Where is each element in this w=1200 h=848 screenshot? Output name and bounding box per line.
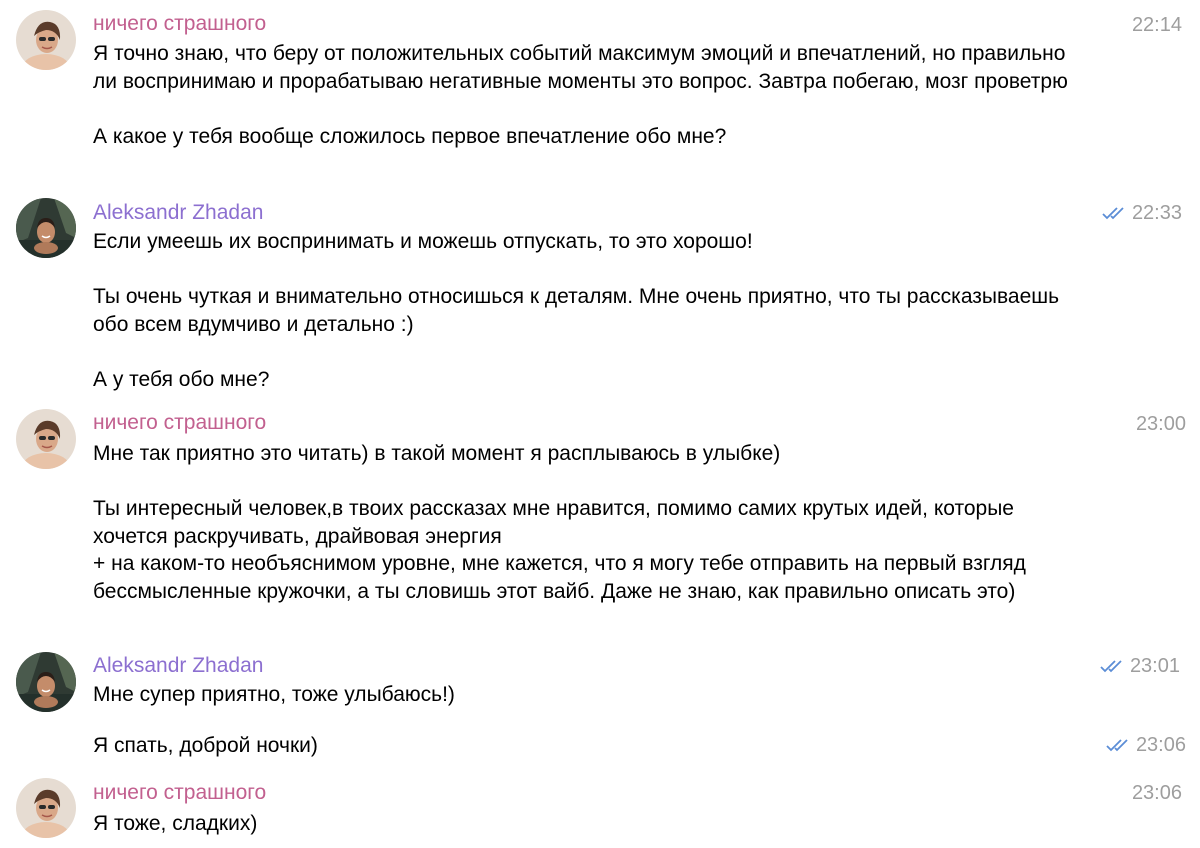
message-time (1106, 732, 1186, 758)
message-text: Я точно знаю, что беру от положительных событий максимум эмоций и впечатлений, но правильно ли воспринимаю и прорабатываю негативные моменты это вопрос. Завтра побегаю, мозг проветрю А какое у тебя вообще сложилось первое впечатление обо мне? (93, 42, 1068, 148)
message[interactable] (0, 765, 1200, 848)
message-text: Если умеешь их воспринимать и можешь отпускать, то это хорошо! Ты очень чуткая и внимательно относишься к деталям. Мне очень приятно, что ты рассказываешь обо всем вдумчиво и детально :) А у тебя обо мне? (93, 230, 1060, 391)
message-time-text: 23:01 (1129, 655, 1180, 677)
avatar-user2[interactable] (16, 198, 76, 258)
sender-name[interactable]: Aleksandr Zhadan (93, 654, 264, 677)
sender-name[interactable]: ничего страшного (93, 781, 267, 804)
double-check-icon (1106, 738, 1132, 752)
message-time (1102, 200, 1182, 226)
message-time (1136, 411, 1186, 437)
avatar-user1[interactable] (16, 409, 76, 469)
avatar-user1-image (16, 409, 76, 469)
message[interactable] (0, 0, 1200, 190)
sender-name[interactable]: Aleksandr Zhadan (93, 201, 264, 224)
sender-name[interactable]: ничего страшного (93, 12, 267, 35)
message[interactable] (0, 715, 1200, 765)
avatar-user1[interactable] (16, 10, 76, 70)
sender-name[interactable]: ничего страшного (93, 411, 267, 434)
message-time-text: 23:06 (1135, 734, 1186, 756)
avatar-user1-image (16, 778, 76, 838)
message[interactable] (0, 400, 1200, 645)
double-check-icon (1102, 206, 1128, 220)
message-time (1132, 12, 1182, 38)
double-check-icon (1100, 659, 1126, 673)
message-time-text: 22:33 (1131, 202, 1182, 224)
message[interactable] (0, 645, 1200, 715)
avatar-user2[interactable] (16, 652, 76, 712)
avatar-user1[interactable] (16, 778, 76, 838)
message-text: Мне так приятно это читать) в такой момент я расплываюсь в улыбке) Ты интересный человек,в твоих рассказах мне нравится, помимо самих крутых идей, которые хочется раскручивать, драйвовая энергия + на каком-то необъяснимом уровне, мне кажется, что я могу тебе отправить на первый взгляд бессмысленные кружочки, а ты словишь этот вайб. Даже не знаю, как правильно описать это) (93, 442, 1026, 603)
message-text: Мне супер приятно, тоже улыбаюсь!) (93, 683, 455, 706)
avatar-user1-image (16, 10, 76, 70)
message-text: Я спать, доброй ночки) (93, 734, 318, 757)
message-time-text: 23:06 (1131, 782, 1182, 804)
message-text: Я тоже, сладких) (93, 812, 258, 835)
avatar-user2-image (16, 198, 76, 258)
message[interactable] (0, 190, 1200, 400)
message-time (1100, 653, 1180, 679)
avatar-user2-image (16, 652, 76, 712)
message-time-text: 22:14 (1131, 14, 1182, 36)
message-time (1132, 780, 1182, 806)
message-time-text: 23:00 (1135, 413, 1186, 435)
